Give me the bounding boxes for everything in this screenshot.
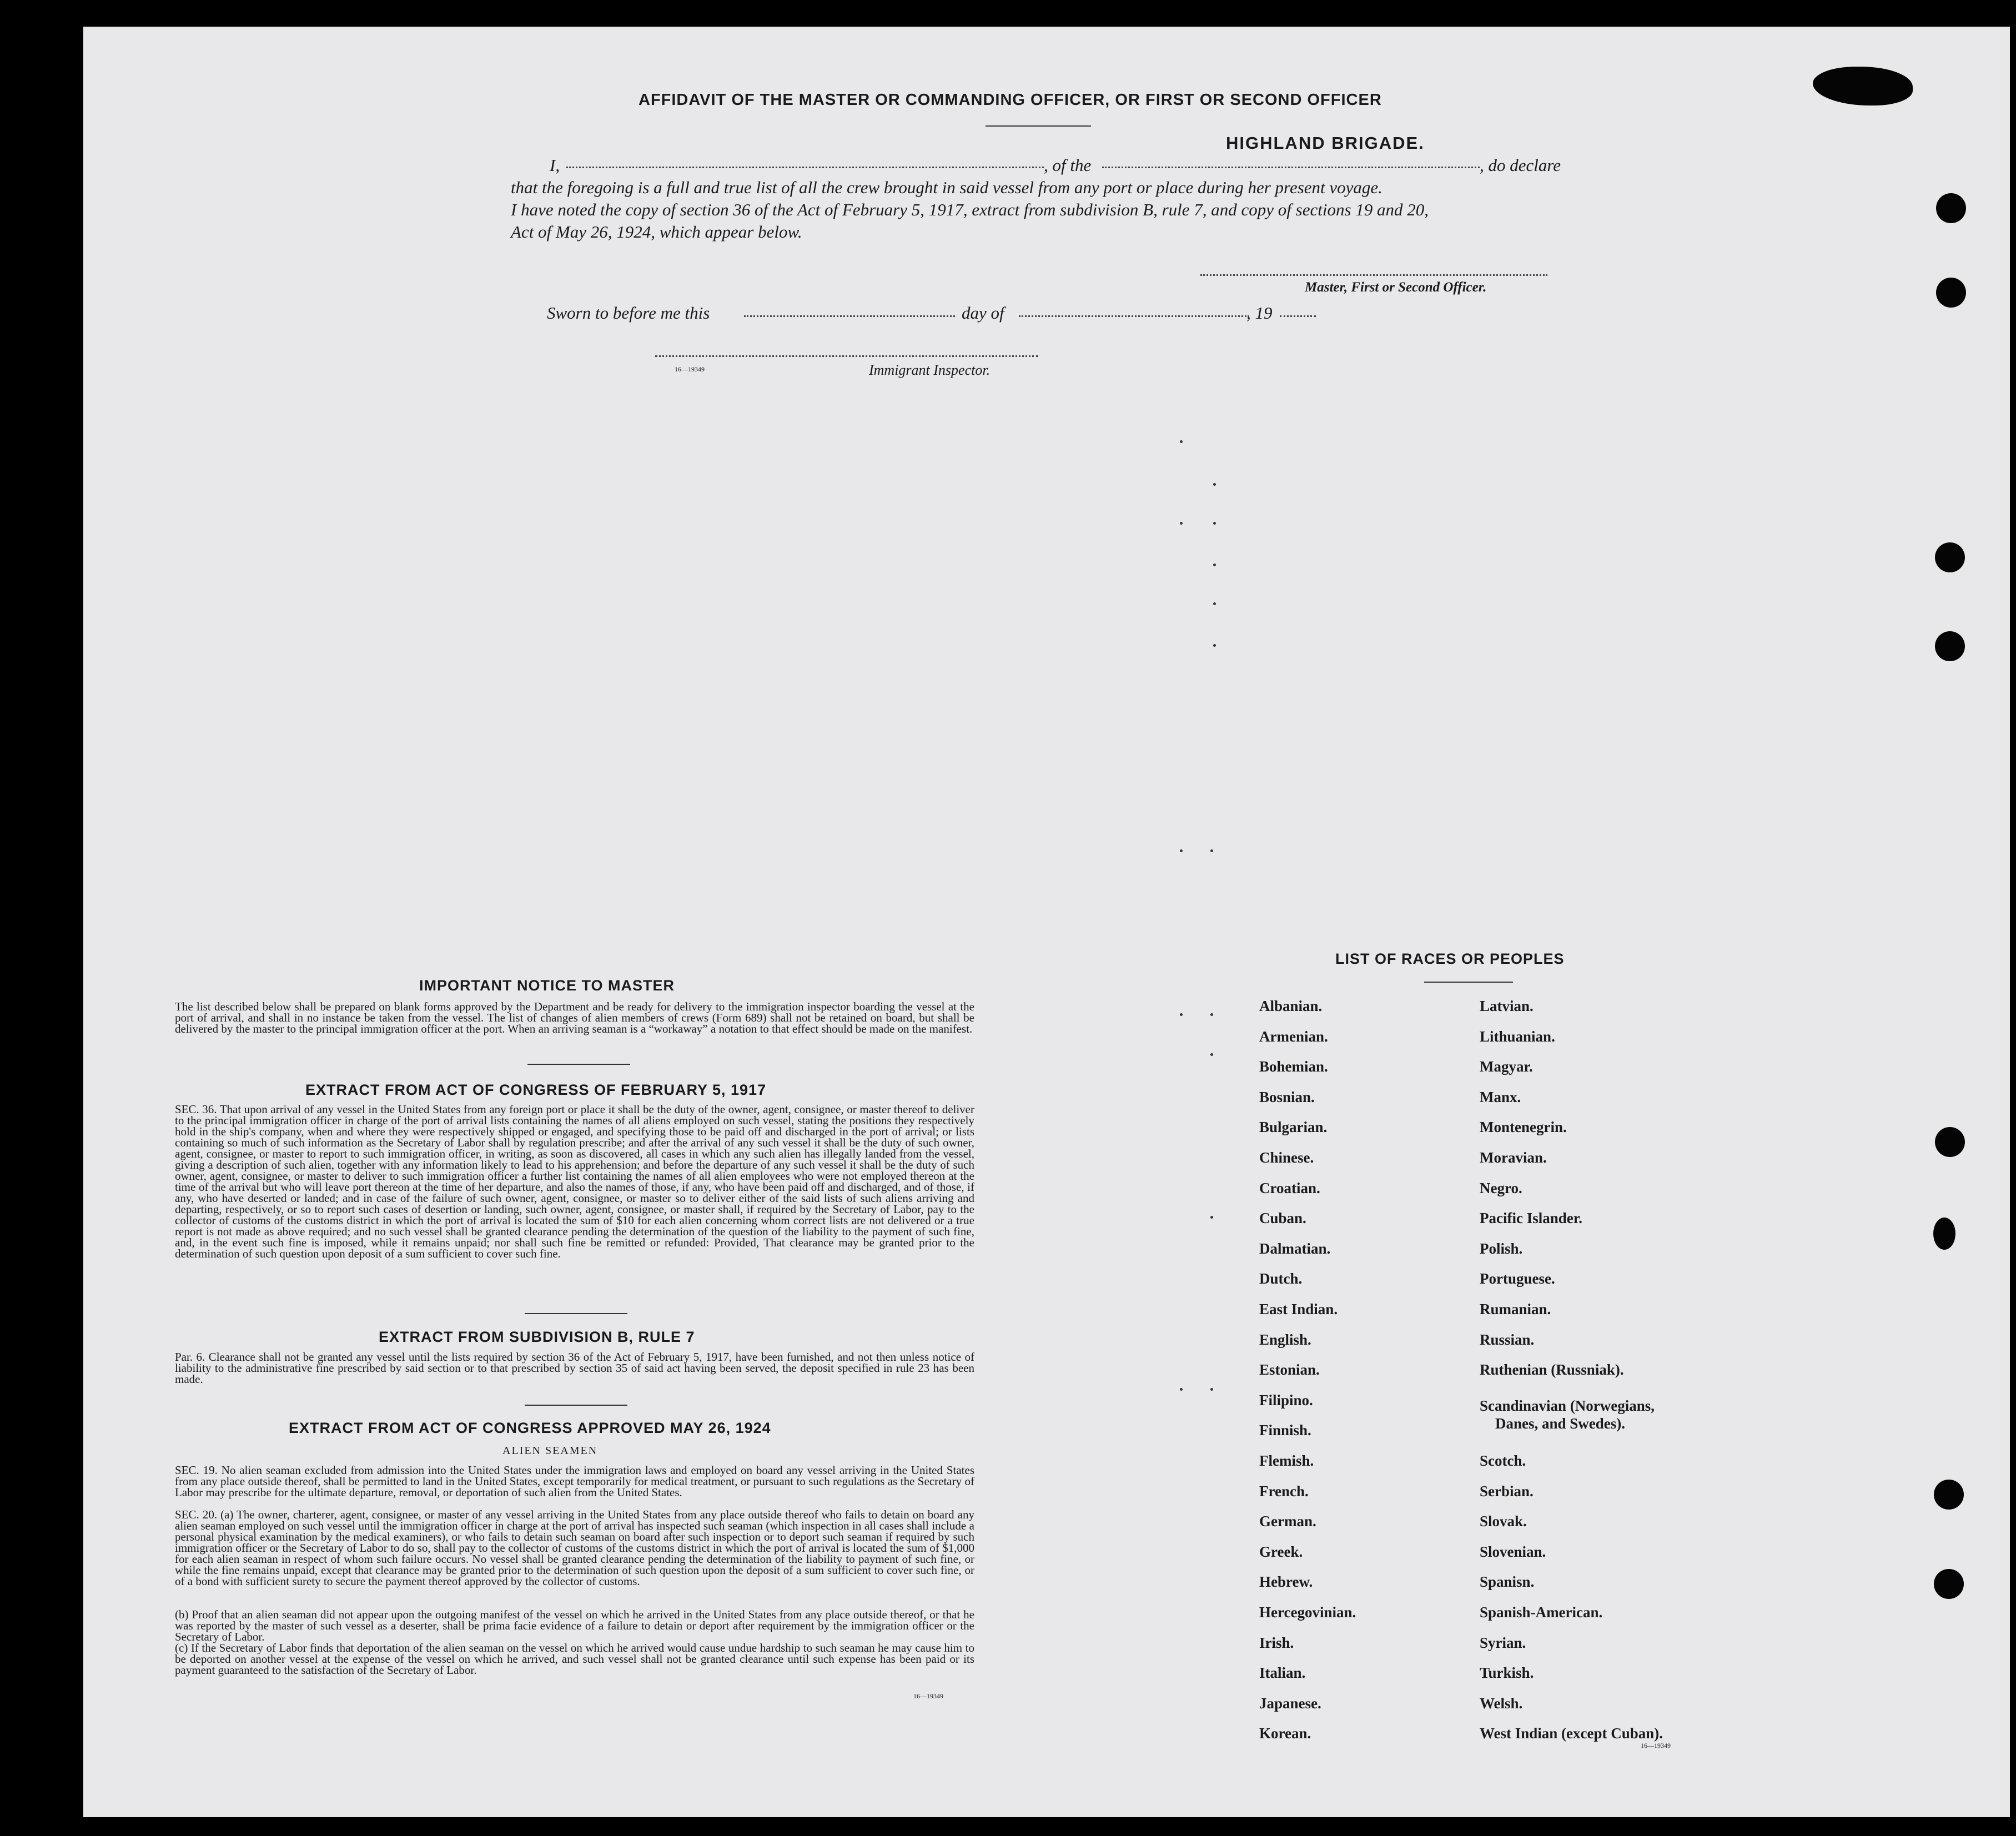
speck (1180, 522, 1183, 525)
speck (1213, 483, 1216, 486)
race-item: English. (1259, 1331, 1311, 1348)
affidavit-line2: that the foregoing is a full and true list of all the crew brought in said vessel from any port or place during her present voyage. (511, 178, 1382, 197)
form-number: 16—19349 (675, 365, 705, 373)
race-item: Scandinavian (Norwegians, (1480, 1397, 1655, 1414)
divider (986, 125, 1091, 127)
speck (1180, 1388, 1183, 1391)
extract-1924-sec20b: (b) Proof that an alien seaman did not appear upon the outgoing manifest of the vessel on which he arrived in the United States from any place outside thereof, or that he was reported by the master of such vessel as a deserter, shall be prima facie evidence of a failure to detain or deport after requirement by the immigration officer or the Secretary of Labor. (175, 1608, 974, 1643)
race-item: Slovenian. (1480, 1543, 1546, 1560)
divider (525, 1405, 627, 1406)
race-item: Irish. (1259, 1634, 1294, 1651)
race-item: Spanish-American. (1480, 1604, 1603, 1621)
race-item: Spanisn. (1480, 1573, 1535, 1591)
punch-hole (1935, 1127, 1965, 1157)
race-item: Korean. (1259, 1725, 1311, 1742)
race-item: Bulgarian. (1259, 1119, 1328, 1136)
race-item: West Indian (except Cuban). (1480, 1725, 1663, 1742)
race-item: Italian. (1259, 1664, 1306, 1682)
master-signature-line[interactable] (1200, 274, 1547, 276)
race-item: Portuguese. (1480, 1270, 1555, 1287)
race-item: Scotch. (1480, 1452, 1526, 1469)
sworn-year-field[interactable] (1280, 315, 1316, 317)
race-item: Lithuanian. (1480, 1028, 1555, 1045)
race-item: Syrian. (1480, 1634, 1526, 1651)
race-item: Serbian. (1480, 1482, 1534, 1500)
race-item: Bosnian. (1259, 1088, 1315, 1105)
race-item: Negro. (1480, 1179, 1522, 1196)
year-label: , 19 (1246, 303, 1273, 323)
race-item: Manx. (1480, 1088, 1521, 1105)
inspector-signature-line[interactable] (655, 355, 1038, 357)
race-item: Cuban. (1259, 1210, 1306, 1227)
affidavit-title: AFFIDAVIT OF THE MASTER OR COMMANDING OFFICER, OR FIRST OR SECOND OFFICER (639, 91, 1382, 109)
day-of-label: day of (962, 303, 1004, 323)
race-item: Dutch. (1259, 1270, 1303, 1287)
speck (1210, 1388, 1213, 1391)
inspector-label: Immigrant Inspector. (869, 362, 991, 378)
race-item: Moravian. (1480, 1149, 1547, 1166)
race-item: Montenegrin. (1480, 1119, 1567, 1136)
subdivision-b-body: Par. 6. Clearance shall not be granted any vessel until the lists required by section 36 of the Act of February 5, 1917, have been furnished, and not then unless notice of liability to the administrative fine prescribed by said section or to that prescribed by section 35 of said act having been served, the deposit specified in rule 23 has been made. (175, 1350, 974, 1386)
extract-1924-subtitle: ALIEN SEAMEN (502, 1445, 598, 1457)
extract-1917-body: SEC. 36. That upon arrival of any vessel in the United States from any foreign port or place it shall be the duty of the owner, agent, consignee, or master thereof to deliver to the principal immigration officer in charge of the port of arrival lists containing the names of all aliens employed on such vessel, stating the positions they respectively hold in the ship's company, when and where they were respectively shipped or engaged, and specifying those to be paid off and discharged in the port of arrival; or lists containing so much of such information as the Secretary of Labor shall by regulation prescribe; and after the arrival of any such vessel it shall be the duty of such owner, agent, consignee, or master to report to such immigration officer, in writing, as soon as discovered, all cases in which any such alien has illegally landed from the vessel, giving a description of such alien, together with any information likely to lead to his apprehension; and before the departure of any such vessel it shall be the duty of such owner, agent, consignee, or master to deliver to such immigration officer a further list containing the names of all alien employees who were not employed thereon at the time of the arrival but who will leave port thereon at the time of her departure, and also the names of those, if any, who have been paid off and discharged, and of those, if any, who have deserted or landed; and in case of the failure of such owner, agent, consignee, or master so to deliver either of the said lists of such aliens arriving and departing, respectively, or so to report such cases of desertion or landing, such owner, agent, consignee, or master shall, if required by the Secretary of Labor, pay to the collector of customs of the customs district in which the port of arrival is located the sum of $10 for each alien concerning whom correct lists are not delivered or a true report is not made as above required; and no such vessel shall be granted clearance pending the determination of the question of the liability to the payment of such fine, and, in the event such fine is imposed, while it remains unpaid; nor shall such fine be remitted or refunded: Provided, That clearance may be granted prior to the determination of such question upon deposit of a sum sufficient to cover such fine. (175, 1103, 974, 1260)
speck (1213, 564, 1216, 566)
speck (1213, 644, 1216, 647)
race-item: Magyar. (1480, 1058, 1533, 1075)
race-item: Finnish. (1259, 1422, 1311, 1439)
race-item: Filipino. (1259, 1391, 1313, 1409)
extract-1924-sec20a: SEC. 20. (a) The owner, charterer, agent, consignee, or master of any vessel arriving in the United States from any place outside thereof who fails to detain on board any alien seaman employed on such vessel until the immigration officer in charge at the port of arrival has inspected such seaman (which inspection in all cases shall include a personal physical examination by the medical examiners), or who fails to detain such seaman on board after such inspection or to deport such seaman if required by such immigration officer or the Secretary of Labor to do so, shall pay to the collector of customs of the customs district in which the port of arrival is located the sum of $1,000 for each alien seaman in respect of whom such failure occurs. No vessel shall be granted clearance pending the determination of the liability to payment of such fine, or while the fine remains unpaid, except that clearance may be granted prior to the determination of such question upon the deposit of a sum sufficient to cover such fine, or of a bond with sufficient surety to secure the payment thereof approved by the collector of customs. (175, 1508, 974, 1588)
race-item: Welsh. (1480, 1694, 1523, 1712)
race-item: Japanese. (1259, 1694, 1321, 1712)
divider (527, 1064, 630, 1065)
races-title: LIST OF RACES OR PEOPLES (1335, 950, 1565, 967)
punch-hole (1936, 278, 1966, 308)
speck (1180, 1013, 1183, 1016)
sworn-day-field[interactable] (744, 315, 955, 317)
speck (1210, 1216, 1213, 1219)
race-item: Danes, and Swedes). (1495, 1415, 1626, 1432)
race-item: Flemish. (1259, 1452, 1314, 1469)
subdivision-b-title: EXTRACT FROM SUBDIVISION B, RULE 7 (379, 1329, 695, 1345)
notice-title: IMPORTANT NOTICE TO MASTER (419, 977, 675, 994)
sworn-month-field[interactable] (1019, 315, 1249, 317)
race-item: Polish. (1480, 1240, 1523, 1257)
race-item: Albanian. (1259, 998, 1323, 1014)
affidavit-line3: I have noted the copy of section 36 of the Act of February 5, 1917, extract from subdivision B, rule 7, and copy of sections 19 and 20, (511, 200, 1429, 219)
race-item: Croatian. (1259, 1179, 1320, 1196)
punch-hole (1935, 542, 1965, 572)
race-item: Ruthenian (Russniak). (1480, 1361, 1624, 1379)
race-item: Bohemian. (1259, 1058, 1328, 1075)
extract-1924-title: EXTRACT FROM ACT OF CONGRESS APPROVED MAY 26, 1924 (289, 1420, 771, 1436)
races-form-number: 16—19349 (1641, 1742, 1671, 1749)
affidavit-i: I, (550, 155, 560, 175)
speck (1213, 602, 1216, 605)
punch-hole (1933, 1218, 1955, 1250)
race-item: Russian. (1480, 1331, 1535, 1348)
extract-1917-title: EXTRACT FROM ACT OF CONGRESS OF FEBRUARY 5, 1917 (305, 1082, 767, 1098)
sworn-label: Sworn to before me this (547, 303, 710, 323)
divider (1424, 982, 1513, 983)
extract-form-number: 16—19349 (913, 1692, 943, 1700)
race-item: Slovak. (1480, 1513, 1527, 1530)
race-item: Hercegovinian. (1259, 1604, 1356, 1621)
punch-hole (1935, 631, 1965, 661)
ship-name: HIGHLAND BRIGADE. (1226, 133, 1425, 153)
race-item: Pacific Islander. (1480, 1210, 1582, 1227)
race-item: Greek. (1259, 1543, 1303, 1560)
race-item: German. (1259, 1513, 1316, 1530)
punch-hole (1934, 1569, 1964, 1599)
speck (1210, 1013, 1213, 1016)
punch-hole (1936, 193, 1966, 223)
race-item: Hebrew. (1259, 1573, 1313, 1591)
race-item: Armenian. (1259, 1028, 1328, 1045)
speck (1180, 849, 1183, 852)
race-item: Latvian. (1480, 998, 1534, 1014)
divider (525, 1313, 627, 1314)
race-item: Dalmatian. (1259, 1240, 1331, 1257)
race-item: East Indian. (1259, 1301, 1338, 1317)
extract-1924-sec20c: (c) If the Secretary of Labor finds that deportation of the alien seaman on the vessel on which he arrived would cause undue hardship to such seaman he may cause him to be deported on another vessel at the expense of the vessel on which he arrived, and such vessel shall not be granted clearance until such expense has been paid or its payment guaranteed to the satisfaction of the Secretary of Labor. (175, 1641, 974, 1677)
notice-body: The list described below shall be prepared on blank forms approved by the Department and be ready for delivery to the immigration inspector boarding the vessel at the port of arrival, and shall in no instance be taken from the vessel. The list of changes of alien members of crews (Form 689) shall not be retained on board, but shall be delivered by the master to the principal immigration officer at the port. When an arriving seaman is a “workaway” a notation to that effect should be made on the manifest. (175, 1000, 974, 1035)
speck (1213, 522, 1216, 525)
speck (1180, 440, 1183, 443)
vessel-field[interactable] (1102, 167, 1480, 168)
race-item: Estonian. (1259, 1361, 1320, 1379)
speck (1210, 849, 1213, 852)
speck (1210, 1053, 1213, 1056)
affidavit-line4: Act of May 26, 1924, which appear below. (511, 222, 802, 242)
race-item: Rumanian. (1480, 1301, 1551, 1317)
extract-1924-sec19: SEC. 19. No alien seaman excluded from admission into the United States under the immigration laws and employed on board any vessel arriving in the United States from any place outside thereof, shall be permitted to land in the United States, except temporarily for medical treatment, or pursuant to such regulations as the Secretary of Labor may prescribe for the ultimate departure, removal, or deportation of such alien from the United States. (175, 1463, 974, 1499)
punch-hole (1934, 1480, 1964, 1510)
name-field[interactable] (566, 167, 1044, 168)
affidavit-declare: , do declare (1480, 155, 1561, 175)
master-signature-label: Master, First or Second Officer. (1305, 280, 1487, 295)
race-item: French. (1259, 1482, 1309, 1500)
race-item: Turkish. (1480, 1664, 1534, 1682)
affidavit-of-the: , of the (1044, 155, 1092, 175)
race-item: Chinese. (1259, 1149, 1314, 1166)
